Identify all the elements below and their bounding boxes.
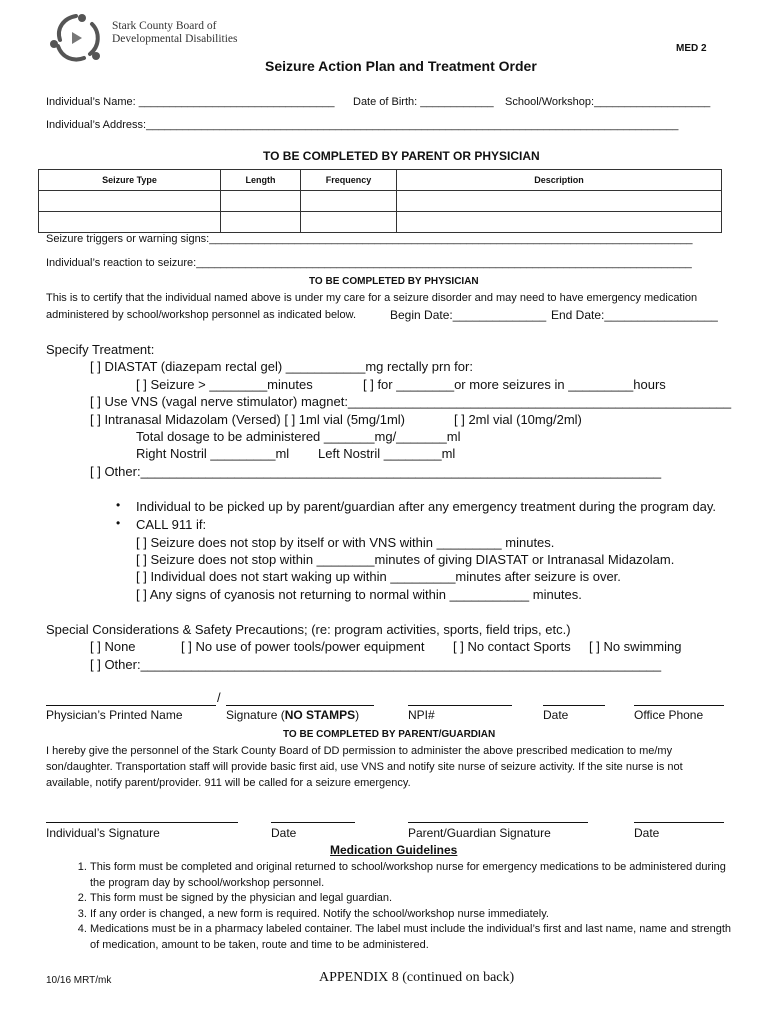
signature-label-suffix: ) [355, 708, 360, 722]
vns-magnet-checkbox[interactable]: [ ] Use VNS (vagal nerve stimulator) magnet:_____________________________________________________ [90, 394, 732, 409]
table-header-row [39, 170, 722, 191]
call-911-condition-1[interactable]: [ ] Seizure does not stop by itself or with VNS within _________ minutes. [136, 535, 555, 550]
bullet-icon: • [116, 516, 121, 530]
list-item: 2. This form must be signed by the physician and legal guardian. [90, 891, 735, 907]
right-nostril-field[interactable]: Right Nostril _________ml [136, 446, 290, 461]
physician-date-label: Date [543, 708, 569, 722]
begin-date-field[interactable]: Begin Date:______________ [390, 308, 547, 322]
school-workshop-field[interactable]: School/Workshop:___________________ [505, 96, 711, 108]
reaction-to-seizure-field[interactable]: Individual’s reaction to seizure:_________________________________________________________________________________ [46, 257, 692, 269]
total-dosage-field[interactable]: Total dosage to be administered _______mg/_______ml [136, 429, 461, 444]
page-title: Seizure Action Plan and Treatment Order [265, 58, 537, 74]
list-item: 4. Medications must be in a pharmacy labeled container. The label must include the individual’s first and last name, name and strength of medication, amount to be taken, route and time to be administered. [90, 922, 735, 953]
physician-signature-label [226, 708, 359, 722]
no-contact-sports-checkbox[interactable]: [ ] No contact Sports [453, 639, 571, 654]
office-phone-line[interactable] [634, 705, 724, 706]
parent-signature-line[interactable] [408, 822, 588, 823]
seizure-minutes-checkbox[interactable]: [ ] Seizure > ________minutes [136, 377, 313, 392]
footer-appendix: APPENDIX 8 (continued on back) [319, 970, 515, 985]
column-header-length: Length [221, 170, 301, 191]
call-911-condition-3[interactable]: [ ] Individual does not start waking up within _________minutes after seizure is over. [136, 569, 621, 584]
table-row [39, 191, 722, 212]
certify-line-1: This is to certify that the individual named above is under my care for a seizure disorder and may need to have emergency medication [46, 292, 698, 304]
signature-slash: / [217, 690, 221, 705]
physician-printed-name-label: Physician’s Printed Name [46, 708, 183, 722]
form-code: MED 2 [676, 43, 707, 54]
table-cell[interactable] [39, 191, 221, 212]
seizure-count-checkbox[interactable]: [ ] for ________or more seizures in _________hours [363, 377, 666, 392]
office-phone-label: Office Phone [634, 708, 704, 722]
seizure-table [38, 169, 722, 233]
list-item: 1. This form must be completed and original returned to school/workshop nurse for emergency medications to be administered during the program day by school/workshop personnel. [90, 860, 735, 891]
logo [46, 10, 108, 66]
npi-label: NPI# [408, 708, 435, 722]
org-name-line1: Stark County Board of [112, 20, 217, 32]
permission-line-3: available, notify parent/provider. 911 will be called for a seizure emergency. [46, 777, 411, 789]
signature-label-prefix: Signature ( [226, 708, 285, 722]
table-cell[interactable] [221, 212, 301, 233]
column-header-frequency: Frequency [301, 170, 397, 191]
npi-line[interactable] [408, 705, 512, 706]
parent-date-label: Date [634, 826, 660, 840]
table-cell[interactable] [221, 191, 301, 212]
left-nostril-field[interactable]: Left Nostril ________ml [318, 446, 456, 461]
guidelines-list [70, 860, 735, 953]
table-cell[interactable] [397, 212, 722, 233]
bullet-icon: • [116, 498, 121, 512]
org-name-line2: Developmental Disabilities [112, 33, 238, 45]
no-swimming-checkbox[interactable]: [ ] No swimming [589, 639, 682, 654]
individual-signature-line[interactable] [46, 822, 238, 823]
physician-date-line[interactable] [543, 705, 605, 706]
individual-date-label: Date [271, 826, 297, 840]
seizure-triggers-field[interactable]: Seizure triggers or warning signs:_______________________________________________________________________________ [46, 233, 693, 245]
medication-guidelines-heading: Medication Guidelines [330, 843, 458, 857]
treatment-other-field[interactable]: [ ] Other:________________________________________________________________________ [90, 464, 662, 479]
table-row [39, 212, 722, 233]
list-item: 3. If any order is changed, a new form is required. Notify the school/workshop nurse immediately. [90, 907, 735, 923]
table-cell[interactable] [39, 212, 221, 233]
call-911-condition-2[interactable]: [ ] Seizure does not stop within ________minutes of giving DIASTAT or Intranasal Midazolam. [136, 552, 675, 567]
table-cell[interactable] [301, 212, 397, 233]
call-911-heading: CALL 911 if: [136, 517, 207, 532]
individual-name-field[interactable]: Individual’s Name: ________________________________ [46, 96, 335, 108]
no-power-tools-checkbox[interactable]: [ ] No use of power tools/power equipment [181, 639, 425, 654]
table-cell[interactable] [301, 191, 397, 212]
section-heading-physician: TO BE COMPLETED BY PHYSICIAN [309, 276, 479, 287]
footer-code: 10/16 MRT/mk [46, 975, 112, 986]
call-911-condition-4[interactable]: [ ] Any signs of cyanosis not returning to normal within ___________ minutes. [136, 587, 582, 602]
none-checkbox[interactable]: [ ] None [90, 639, 136, 654]
section-heading-parent-physician: TO BE COMPLETED BY PARENT OR PHYSICIAN [263, 149, 540, 163]
permission-line-2: son/daughter. Transportation staff will provide basic first aid, use VNS and notify site nurse of seizure activity. If the site nurse is not [46, 761, 683, 773]
individual-signature-label: Individual’s Signature [46, 826, 160, 840]
midazolam-checkbox[interactable]: [ ] Intranasal Midazolam (Versed) [ ] 1ml vial (5mg/1ml) [90, 412, 405, 427]
no-stamps-warning: NO STAMPS [284, 708, 356, 722]
permission-line-1: I hereby give the personnel of the Stark County Board of DD permission to administer the above prescribed medication to me/my [46, 745, 673, 757]
section-heading-parent-guardian: TO BE COMPLETED BY PARENT/GUARDIAN [283, 729, 496, 740]
physician-printed-name-line[interactable] [46, 705, 216, 706]
special-considerations-heading: Special Considerations & Safety Precautions; (re: program activities, sports, field trips, etc.) [46, 622, 571, 637]
column-header-seizure-type: Seizure Type [39, 170, 221, 191]
column-header-description: Description [397, 170, 722, 191]
individual-address-field[interactable]: Individual’s Address:_______________________________________________________________________________________ [46, 119, 679, 131]
parent-signature-label: Parent/Guardian Signature [408, 826, 551, 840]
pickup-instruction: Individual to be picked up by parent/guardian after any emergency treatment during the program day. [136, 499, 717, 514]
table-cell[interactable] [397, 191, 722, 212]
specify-treatment-heading: Specify Treatment: [46, 342, 155, 357]
date-of-birth-field[interactable]: Date of Birth: ____________ [353, 96, 494, 108]
parent-date-line[interactable] [634, 822, 724, 823]
organization-logo-icon [46, 10, 108, 66]
physician-signature-line[interactable] [226, 705, 374, 706]
certify-line-2: administered by school/workshop personnel as indicated below. [46, 309, 357, 321]
special-other-field[interactable]: [ ] Other:________________________________________________________________________ [90, 657, 662, 672]
vial-2ml-checkbox[interactable]: [ ] 2ml vial (10mg/2ml) [454, 412, 582, 427]
end-date-field[interactable]: End Date:_________________ [551, 308, 718, 322]
diastat-checkbox[interactable]: [ ] DIASTAT (diazepam rectal gel) ___________mg rectally prn for: [90, 359, 473, 374]
individual-date-line[interactable] [271, 822, 355, 823]
